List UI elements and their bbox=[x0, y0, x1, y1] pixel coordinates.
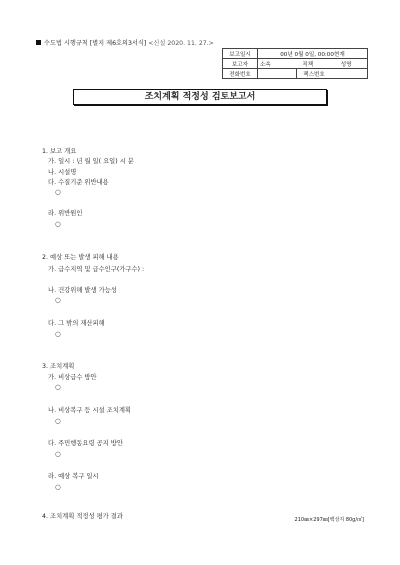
section-1-violation: 다. 수질기준 위반내용 bbox=[48, 179, 109, 186]
section-2-other: 다. 그 밖의 재산피해 bbox=[48, 320, 105, 327]
reporter-fields[interactable] bbox=[258, 59, 368, 69]
section-4-heading: 4. 조치계획 적정성 평가 결과 bbox=[42, 513, 123, 520]
bullet-circle: ○ bbox=[55, 330, 61, 338]
report-date-label: 보고일시 bbox=[223, 49, 258, 59]
section-1-facility: 나. 시설명 bbox=[48, 169, 77, 176]
document-title: 조치계획 적정성 검토보고서 bbox=[73, 89, 327, 105]
bullet-circle: ○ bbox=[55, 450, 61, 458]
phone-label: 전화번호 bbox=[223, 69, 258, 79]
bullet-circle: ○ bbox=[55, 188, 61, 196]
report-info-table bbox=[222, 48, 368, 79]
section-2-heading: 2. 예상 또는 발생 피해 내용 bbox=[42, 254, 119, 261]
section-1-cause: 라. 위반원인 bbox=[48, 210, 83, 217]
phone-field[interactable] bbox=[258, 69, 297, 79]
name-label: 성명 bbox=[340, 61, 352, 68]
fax-label: 팩스번호 bbox=[297, 69, 332, 79]
form-reference: 수도법 시행규칙 [별지 제6호의3서식] bbox=[44, 40, 147, 47]
square-mark-icon bbox=[36, 40, 41, 45]
section-3-heading: 3. 조치계획 bbox=[42, 363, 75, 370]
section-2-health: 나. 건강위해 발생 가능성 bbox=[48, 287, 117, 294]
section-1-datetime: 가. 일시 : 년 월 일( 요일) 시 분 bbox=[48, 158, 134, 165]
section-1-heading: 1. 보고 개요 bbox=[42, 148, 77, 155]
amendment-note: <신설 2020. 11. 27.> bbox=[148, 40, 214, 47]
paper-spec-footer: 210㎜×297㎜[백상지 80g/㎡] bbox=[294, 517, 364, 523]
bullet-circle: ○ bbox=[55, 220, 61, 228]
position-label: 직책 bbox=[302, 61, 314, 68]
section-3-emergency: 가. 비상급수 방안 bbox=[48, 374, 97, 381]
bullet-circle: ○ bbox=[55, 296, 61, 304]
reporter-label: 보고자 bbox=[223, 59, 258, 69]
section-3-restore: 라. 예상 복구 일시 bbox=[48, 473, 99, 480]
section-2-area: 가. 급수지역 및 급수인구(가구수) : bbox=[48, 266, 145, 273]
bullet-circle: ○ bbox=[55, 417, 61, 425]
bullet-circle: ○ bbox=[55, 383, 61, 391]
affiliation-label: 소속 bbox=[260, 61, 271, 68]
report-date-value[interactable]: 00년 0월 0일, 00:00현재 bbox=[258, 49, 368, 59]
form-header bbox=[36, 38, 214, 47]
section-3-recovery: 나. 비상복구 등 시설 조치계획 bbox=[48, 407, 132, 414]
section-3-public: 다. 주민행동요령 공지 방안 bbox=[48, 440, 123, 447]
fax-field[interactable] bbox=[331, 69, 368, 79]
bullet-circle: ○ bbox=[55, 483, 61, 491]
